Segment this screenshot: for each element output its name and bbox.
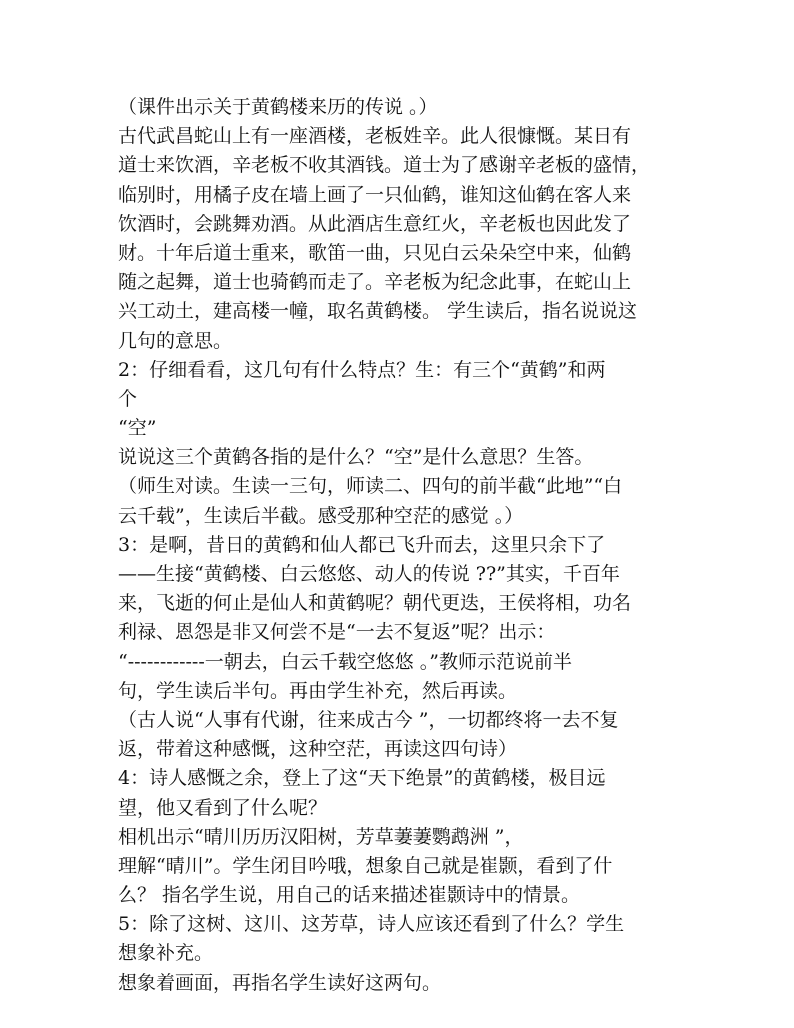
text-line: ——生接“黄鹤楼、白云悠悠、动人的传说 ??”其实，千百年 bbox=[118, 563, 620, 585]
text-line: 兴工动土，建高楼一幢，取名黄鹤楼。 学生读后，指名说说这 bbox=[118, 300, 638, 323]
text-line: 句，学生读后半句。再由学生补充，然后再读。 bbox=[118, 679, 518, 702]
text-line: 来，飞逝的何止是仙人和黄鹤呢？朝代更迭，王侯将相，功名 bbox=[118, 592, 632, 615]
text-line: 利禄、恩怨是非又何尝不是“一去不复返”呢？出示： bbox=[118, 621, 556, 644]
text-line: 3：是啊，昔日的黄鹤和仙人都已飞升而去，这里只余下了 bbox=[118, 533, 606, 556]
text-line: 随之起舞，道士也骑鹤而走了。辛老板为纪念此事，在蛇山上 bbox=[118, 271, 632, 294]
text-line: 几句的意思。 bbox=[118, 329, 233, 352]
text-line: 云千载”，生读后半截。感受那种空茫的感觉 。） bbox=[118, 504, 524, 527]
text-line: （课件出示关于黄鹤楼来历的传说 。） bbox=[118, 96, 438, 118]
text-line: “空” bbox=[118, 417, 157, 440]
text-line: 想象补充。 bbox=[118, 942, 214, 965]
text-line: 临别时，用橘子皮在墙上画了一只仙鹤，谁知这仙鹤在客人来 bbox=[118, 183, 632, 206]
text-line: “------------一朝去，白云千载空悠悠 。”教师示范说前半 bbox=[118, 650, 573, 673]
text-line: 个 bbox=[118, 387, 138, 410]
text-line: 5：除了这树、这川、这芳草，诗人应该还看到了什么？学生 bbox=[118, 913, 625, 936]
text-line: 么？ 指名学生说，用自己的话来描述崔颢诗中的情景。 bbox=[118, 884, 581, 907]
text-line: 2：仔细看看，这几句有什么特点？生：有三个“黄鹤”和两 bbox=[118, 358, 606, 381]
text-line: 想象着画面，再指名学生读好这两句。 bbox=[118, 971, 442, 994]
text-line: （师生对读。生读一三句，师读二、四句的前半截“此地”“白 bbox=[118, 475, 623, 498]
text-line: 理解“晴川”。学生闭目吟哦，想象自己就是崔颢，看到了什 bbox=[118, 854, 613, 877]
text-line: 古代武昌蛇山上有一座酒楼，老板姓辛。此人很慷慨。某日有 bbox=[118, 125, 632, 148]
text-line: （古人说“人事有代谢，往来成古今 ”，一切都终将一去不复 bbox=[118, 708, 619, 731]
text-line: 说说这三个黄鹤各指的是什么？“空”是什么意思？生答。 bbox=[118, 446, 594, 469]
document-body bbox=[118, 93, 688, 998]
text-line: 返，带着这种感慨，这种空茫，再读这四句诗） bbox=[118, 738, 518, 761]
text-line: 饮酒时，会跳舞劝酒。从此酒店生意红火，辛老板也因此发了 bbox=[118, 212, 632, 235]
text-line: 财。十年后道士重来，歌笛一曲，只见白云朵朵空中来，仙鹤 bbox=[118, 241, 632, 264]
text-line: 相机出示“晴川历历汉阳树，芳草萋萋鹦鹉洲 ”， bbox=[118, 825, 524, 848]
text-line: 道士来饮酒，辛老板不收其酒钱。道士为了感谢辛老板的盛情， bbox=[118, 154, 651, 177]
text-line: 望，他又看到了什么呢？ bbox=[118, 796, 328, 819]
text-line: 4：诗人感慨之余，登上了这“天下绝景”的黄鹤楼，极目远 bbox=[118, 767, 606, 790]
